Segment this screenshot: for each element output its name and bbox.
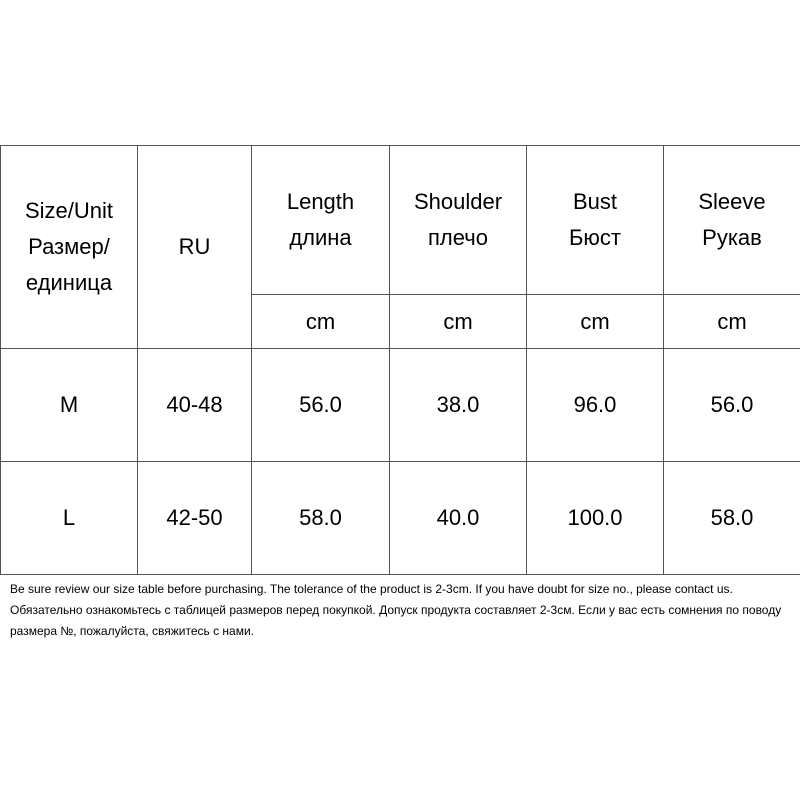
- shoulder-header-en: Shoulder: [413, 189, 503, 214]
- bust-header-ru: Бюст: [568, 225, 621, 250]
- size-header-line-3: единица: [25, 270, 113, 295]
- length-cell: 58.0: [252, 462, 390, 575]
- note-line-ru-1: Обязательно ознакомьтесь с таблицей размеров перед покупкой. Допуск продукта составляет 2-3см. Если у вас есть сомнения по поводу: [10, 603, 782, 617]
- shoulder-header-ru: плечо: [428, 225, 488, 250]
- note-line-en: Be sure review our size table before purchasing. The tolerance of the product is 2-3cm. If you have doubt for size no., please contact us.: [10, 582, 733, 596]
- length-header-en: Length: [286, 189, 355, 214]
- ru-header: RU: [138, 146, 252, 349]
- bust-header-en: Bust: [572, 189, 618, 214]
- ru-size-cell: 40-48: [138, 349, 252, 462]
- ru-size-cell: 42-50: [138, 462, 252, 575]
- size-cell: L: [1, 462, 138, 575]
- size-note: [10, 579, 795, 642]
- table-row: [1, 349, 800, 462]
- bust-header: [527, 146, 664, 295]
- sleeve-cell: 56.0: [664, 349, 800, 462]
- shoulder-unit: cm: [390, 295, 527, 349]
- shoulder-cell: 38.0: [390, 349, 527, 462]
- note-line-ru-2: размера №, пожалуйста, свяжитесь с нами.: [10, 624, 255, 638]
- sleeve-header: [664, 146, 800, 295]
- bust-cell: 100.0: [527, 462, 664, 575]
- table-row: [1, 462, 800, 575]
- sleeve-unit: cm: [664, 295, 800, 349]
- length-header: [252, 146, 390, 295]
- sleeve-cell: 58.0: [664, 462, 800, 575]
- size-header-line-1: Size/Unit: [24, 198, 114, 223]
- length-cell: 56.0: [252, 349, 390, 462]
- size-chart-table: [0, 145, 800, 575]
- bust-cell: 96.0: [527, 349, 664, 462]
- sleeve-header-ru: Рукав: [702, 225, 762, 250]
- shoulder-cell: 40.0: [390, 462, 527, 575]
- length-unit: cm: [252, 295, 390, 349]
- bust-unit: cm: [527, 295, 664, 349]
- length-header-ru: длина: [289, 225, 352, 250]
- size-cell: M: [1, 349, 138, 462]
- size-unit-header: [1, 146, 138, 349]
- size-header-line-2: Размер/: [28, 234, 110, 259]
- shoulder-header: [390, 146, 527, 295]
- header-row: [1, 146, 800, 295]
- sleeve-header-en: Sleeve: [698, 189, 766, 214]
